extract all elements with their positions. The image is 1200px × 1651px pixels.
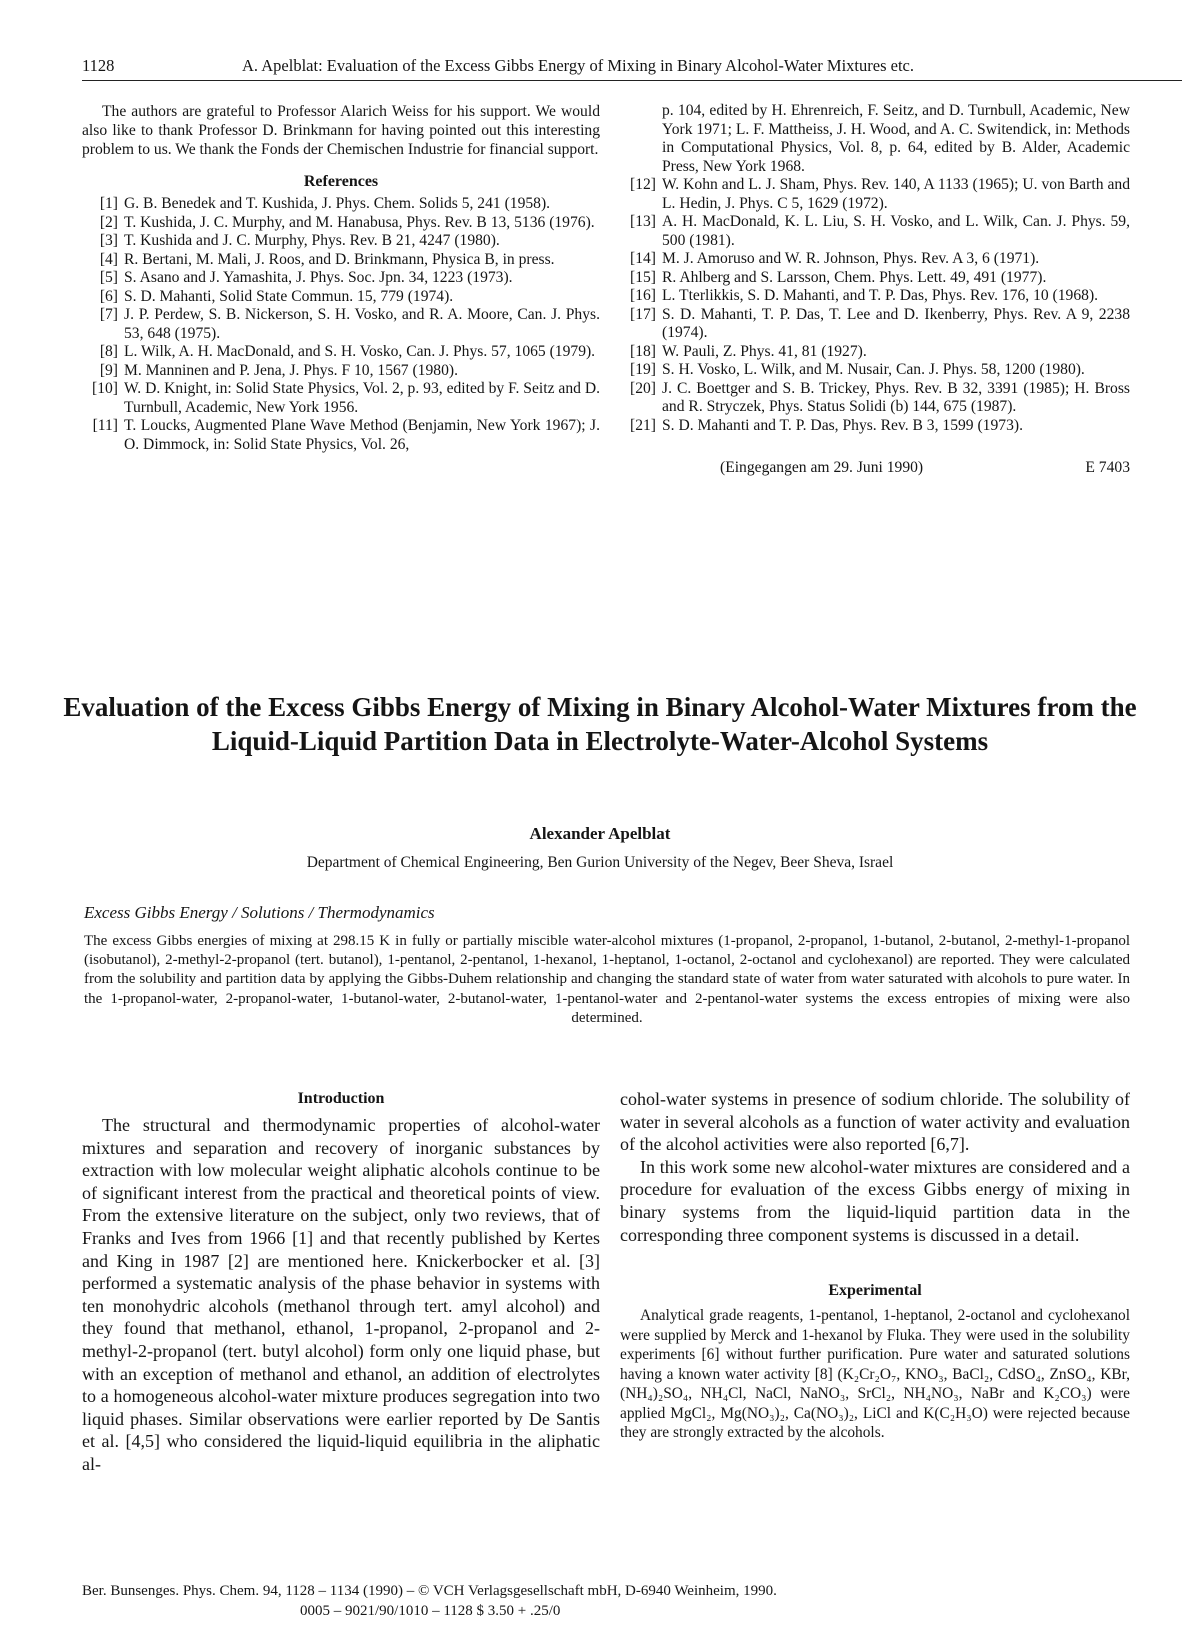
reference-number: [12] — [630, 176, 656, 193]
reference-text: J. P. Perdew, S. B. Nickerson, S. H. Vosko, and R. A. Moore, Can. J. Phys. 53, 648 (1975). — [124, 306, 600, 342]
reference-number: [16] — [630, 287, 656, 304]
reference-item — [82, 417, 600, 454]
introduction-paragraph-2: In this work some new alcohol-water mixtures are considered and a procedure for evaluation of the excess Gibbs energy of mixing in binary systems from the liquid-liquid partition data in the corresponding three component systems is discussed in a detail. — [620, 1156, 1130, 1245]
reference-number: [8] — [99, 343, 118, 360]
references-list-right — [620, 102, 1130, 435]
reference-item — [620, 361, 1130, 380]
reference-number — [620, 102, 662, 176]
reference-item — [620, 213, 1130, 250]
reference-text: G. B. Benedek and T. Kushida, J. Phys. Chem. Solids 5, 241 (1958). — [124, 195, 551, 212]
reference-number: [21] — [630, 416, 656, 434]
article-title: Evaluation of the Excess Gibbs Energy of Mixing in Binary Alcohol-Water Mixtures from the Liquid-Liquid Partition Data in Electrolyte-Water-Alcohol Systems — [63, 692, 1137, 756]
reference-text: A. H. MacDonald, K. L. Liu, S. H. Vosko, and L. Wilk, Can. J. Phys. 59, 500 (1981). — [662, 213, 1130, 249]
reference-number: [1] — [99, 195, 118, 212]
reference-number: [7] — [99, 306, 118, 323]
introduction-paragraph: The structural and thermodynamic properties of alcohol-water mixtures and separation and recovery of inorganic substances by extraction with low molecular weight aliphatic alcohols continue to be of significant interest from the practical and theoretical points of view. From the extensive literature on the subject, only two reviews, that of Franks and Ives from 1966 [1] and that recently published by Kertes and King in 1987 [2] are mentioned here. Knickerbocker et al. [3] performed a systematic analysis of the phase behavior in systems with ten monohydric alcohols (methanol through tert. amyl alcohol) and they found that methanol, ethanol, 1-propanol, 2-propanol and 2-methyl-2-propanol (tert. butyl alcohol) form only one liquid phase, but with an exception of methanol and ethanol, an addition of electrolytes to a homogeneous alcohol-water mixture produces segregation into two liquid phases. Similar observations were earlier reported by De Santis et al. [4,5] who considered the liquid-liquid equilibria in the aliphatic al- — [82, 1115, 600, 1474]
reference-text: L. Wilk, A. H. MacDonald, and S. H. Vosko, Can. J. Phys. 57, 1065 (1979). — [124, 343, 596, 360]
reference-text: S. H. Vosko, L. Wilk, and M. Nusair, Can. J. Phys. 58, 1200 (1980). — [662, 361, 1085, 378]
reference-number: [4] — [99, 250, 118, 268]
received-date: (Eingegangen am 29. Juni 1990) — [720, 459, 924, 476]
reference-text: L. Tterlikkis, S. D. Mahanti, and T. P. Das, Phys. Rev. 176, 10 (1968). — [662, 287, 1099, 304]
reference-number: [3] — [99, 232, 118, 249]
reference-number: [13] — [630, 213, 656, 230]
right-column-top — [620, 102, 1130, 481]
reference-item — [82, 251, 600, 270]
reference-number: [9] — [99, 361, 118, 379]
reference-item — [82, 232, 600, 251]
introduction-heading: Introduction — [297, 1090, 385, 1107]
reference-number: [2] — [99, 213, 118, 231]
citation-footer: Ber. Bunsenges. Phys. Chem. 94, 1128 – 1134 (1990) – © VCH Verlagsgesellschaft mbH, D-6940 Weinheim, 1990. — [82, 1583, 777, 1599]
reference-text: W. D. Knight, in: Solid State Physics, Vol. 2, p. 93, edited by F. Seitz and D. Turnbull, Academic, New York 1956. — [124, 380, 600, 416]
reference-text: p. 104, edited by H. Ehrenreich, F. Seitz, and D. Turnbull, Academic, New York 1971; L. F. Mattheiss, J. H. Wood, and A. C. Switendick, in: Methods in Computational Physics, Vol. 8, p. 64, edited by B. Alder, Academic Press, New York 1968. — [662, 102, 1130, 175]
references-list-left — [82, 195, 600, 454]
reference-item — [620, 287, 1130, 306]
reference-text: W. Pauli, Z. Phys. 41, 81 (1927). — [662, 342, 867, 360]
references-heading: References — [303, 173, 379, 190]
reference-text: M. J. Amoruso and W. R. Johnson, Phys. Rev. A 3, 6 (1971). — [662, 250, 1040, 267]
left-column-body — [82, 1090, 600, 1476]
reference-item — [82, 195, 600, 214]
reference-number: [17] — [630, 305, 656, 323]
right-column-body — [620, 1088, 1130, 1443]
reference-number: [10] — [92, 380, 118, 397]
reference-item — [620, 380, 1130, 417]
reference-text: S. D. Mahanti, Solid State Commun. 15, 779 (1974). — [124, 287, 454, 305]
reference-number: [20] — [630, 379, 656, 397]
reference-text: S. D. Mahanti and T. P. Das, Phys. Rev. B 3, 1599 (1973). — [662, 416, 1023, 434]
reference-text: S. D. Mahanti, T. P. Das, T. Lee and D. Ikenberry, Phys. Rev. A 9, 2238 (1974). — [662, 305, 1130, 341]
abstract: The excess Gibbs energies of mixing at 298.15 K in fully or partially miscible water-alcohol mixtures (1-propanol, 2-propanol, 1-butanol, 2-butanol, 2-methyl-1-propanol (isobutanol), 2-methyl-2-propanol (tert. butanol), 1-pentanol, 2-pentanol, 1-hexanol, 1-heptanol, 1-octanol, 2-octanol and cyclohexanol) are reported. They were calculated from the solubility and partition data by applying the Gibbs-Duhem relationship and changing the standard state of water from water saturated with alcohols to pure water. In the 1-propanol-water, 2-propanol-water, 1-butanol-water, 2-butanol-water, 1-pentanol-water and 2-pentanol-water systems the excess entropies of mixing were also determined. — [84, 933, 1130, 1026]
reference-text: W. Kohn and L. J. Sham, Phys. Rev. 140, A 1133 (1965); U. von Barth and L. Hedin, J. Phys. C 5, 1629 (1972). — [662, 176, 1130, 212]
reference-number: [6] — [99, 287, 118, 305]
issn-footer: 0005 – 9021/90/1010 – 1128 $ 3.50 + .25/0 — [300, 1603, 561, 1619]
reference-item — [620, 250, 1130, 269]
reference-text: T. Kushida, J. C. Murphy, and M. Hanabusa, Phys. Rev. B 13, 5136 (1976). — [124, 213, 595, 231]
running-title: A. Apelblat: Evaluation of the Excess Gibbs Energy of Mixing in Binary Alcohol-Water Mixtures etc. — [242, 56, 914, 75]
reference-item — [620, 417, 1130, 436]
reference-item — [620, 269, 1130, 288]
reference-item — [620, 102, 1130, 176]
reference-item — [82, 214, 600, 233]
acknowledgement: The authors are grateful to Professor Alarich Weiss for his support. We would also like to thank Professor D. Brinkmann for having pointed out this interesting problem to us. We thank the Fonds der Chemischen Industrie for financial support. — [82, 103, 600, 158]
reference-text: T. Kushida and J. C. Murphy, Phys. Rev. B 21, 4247 (1980). — [124, 232, 500, 249]
reference-number: [19] — [630, 361, 656, 378]
reference-item — [82, 288, 600, 307]
reference-item — [82, 362, 600, 381]
reference-text: R. Ahlberg and S. Larsson, Chem. Phys. Lett. 49, 491 (1977). — [662, 268, 1047, 286]
reference-item — [620, 343, 1130, 362]
article-code: E 7403 — [1085, 459, 1130, 476]
reference-item — [620, 306, 1130, 343]
keywords: Excess Gibbs Energy / Solutions / Thermodynamics — [84, 903, 435, 922]
reference-text: M. Manninen and P. Jena, J. Phys. F 10, 1567 (1980). — [124, 361, 458, 379]
reference-item — [82, 269, 600, 288]
reference-item — [82, 343, 600, 362]
reference-number: [15] — [630, 268, 656, 286]
reference-number: [18] — [630, 342, 656, 360]
reference-text: S. Asano and J. Yamashita, J. Phys. Soc. Jpn. 34, 1223 (1973). — [124, 269, 513, 286]
reference-number: [11] — [92, 417, 118, 434]
page-number: 1128 — [82, 56, 115, 75]
reference-number: [14] — [630, 250, 656, 267]
running-header — [82, 56, 1182, 81]
reference-item — [620, 176, 1130, 213]
experimental-heading: Experimental — [828, 1282, 922, 1300]
reference-text: T. Loucks, Augmented Plane Wave Method (Benjamin, New York 1967); J. O. Dimmock, in: Solid State Physics, Vol. 26, — [124, 417, 600, 453]
reference-text: R. Bertani, M. Mali, J. Roos, and D. Brinkmann, Physica B, in press. — [124, 250, 555, 268]
author: Alexander Apelblat — [529, 824, 671, 843]
reference-text: J. C. Boettger and S. B. Trickey, Phys. Rev. B 32, 3391 (1985); H. Bross and R. Stryczek, Phys. Status Solidi (b) 144, 675 (1987). — [662, 379, 1130, 415]
reference-item — [82, 380, 600, 417]
left-column-top — [82, 102, 600, 454]
introduction-continuation: cohol-water systems in presence of sodium chloride. The solubility of water in several alcohols as a function of water activity and evaluation of the alcohol activities were also reported [6,7]. — [620, 1089, 1130, 1155]
experimental-paragraph: Analytical grade reagents, 1-pentanol, 1-heptanol, 2-octanol and cyclohexanol were supplied by Merck and 1-hexanol by Fluka. They were used in the solubility experiments [6] without further purification. Pure water and saturated solutions having a known water activity [8] (K₂Cr₂O₇, KNO₃, BaCl₂, CdSO₄, ZnSO₄, KBr, (NH₄)₂SO₄, NH₄Cl, NaCl, NaNO₃, SrCl₂, NH₄NO₃, NaBr and K₂CO₃) were applied MgCl₂, Mg(NO₃)₂, Ca(NO₃)₂, LiCl and K(C₂H₃O) were rejected because they are strongly extracted by the alcohols. — [620, 1307, 1130, 1442]
affiliation: Department of Chemical Engineering, Ben Gurion University of the Negev, Beer Sheva, Israel — [306, 854, 894, 871]
reference-item — [82, 306, 600, 343]
reference-number: [5] — [99, 269, 118, 286]
